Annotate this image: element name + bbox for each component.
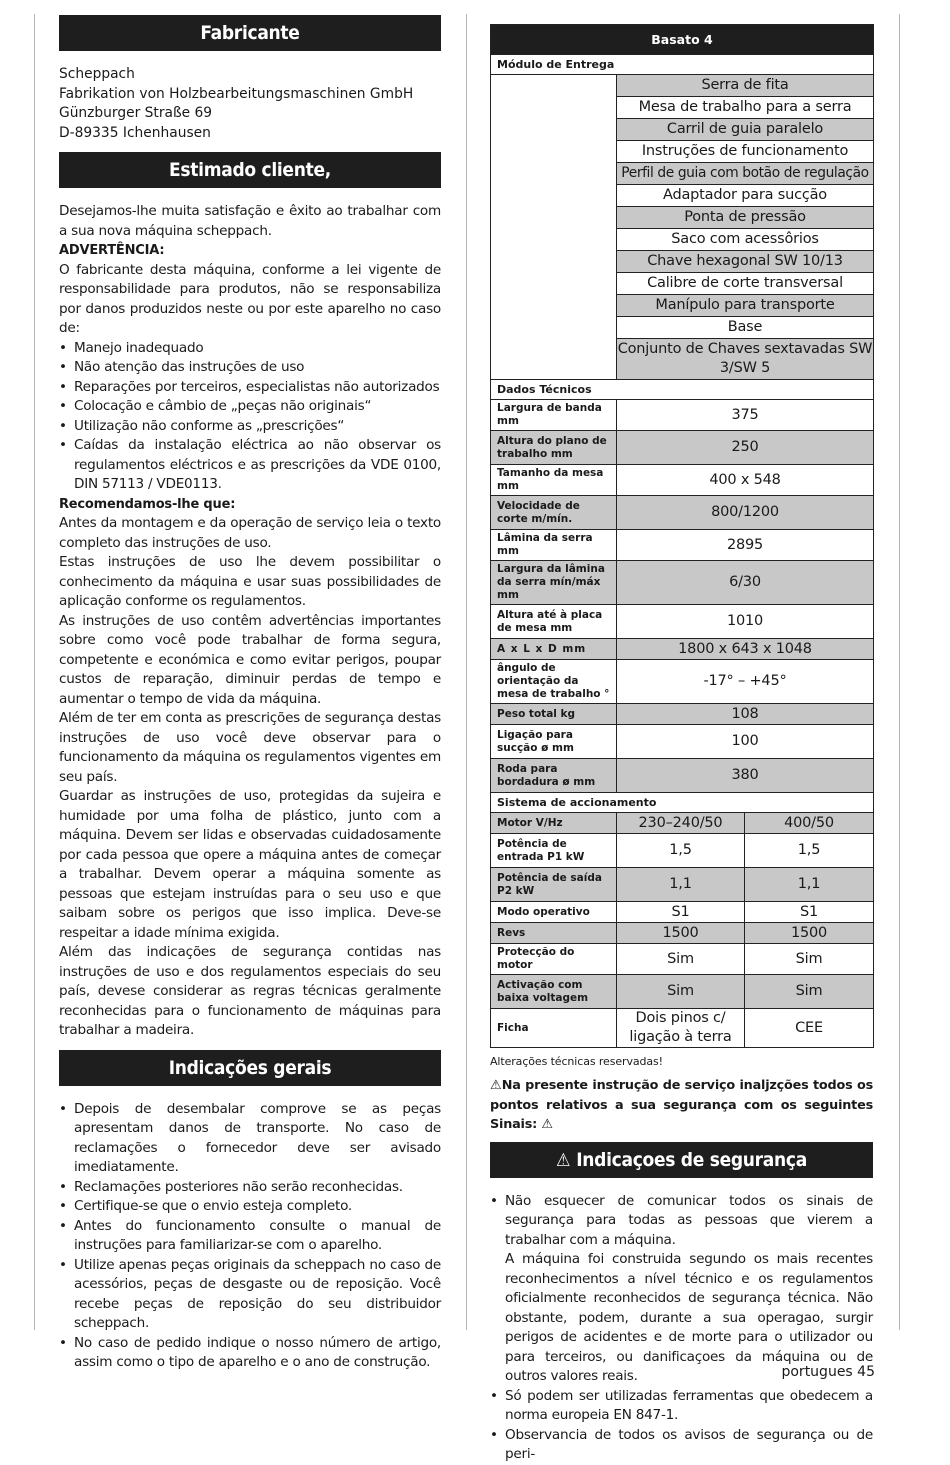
delivery-item: Manípulo para transporte	[617, 295, 874, 317]
body-paragraph: As instruções de uso contêm advertências importantes sobre como você pode trabalhar de forma segura, competente e económica e como evitar perigos, poupar custos de reparação, diminuir perdas de tempo e aumentar o tempo de vida da máquina.	[59, 612, 441, 707]
delivery-item: Mesa de trabalho para a serra	[617, 97, 874, 119]
list-item: • Manejo inadequado	[59, 339, 441, 359]
safety-signal-paragraph	[490, 1076, 873, 1135]
spec-value: 1,5	[745, 834, 874, 868]
delivery-item: Calibre de corte transversal	[617, 273, 874, 295]
page-footer: portugues 45	[781, 1364, 875, 1380]
list-item: • Antes do funcionamento consulte o manual de instruções para familiarizar-se com o aparelho.	[59, 1217, 441, 1256]
address-line: Günzburger Straße 69	[59, 105, 213, 121]
address-line: Scheppach	[59, 66, 135, 82]
spec-label: Tamanho da mesa mm	[491, 465, 617, 496]
spec-value: CEE	[745, 1009, 874, 1048]
delivery-item: Chave hexagonal SW 10/13	[617, 251, 874, 273]
warning-triangle-icon: ⚠	[541, 1117, 553, 1132]
spec-value: 1500	[745, 923, 874, 944]
body-paragraph: Antes da montagem e da operação de serviço leia o texto completo das instruções de uso.	[59, 515, 441, 551]
table-title: Basato 4	[491, 25, 874, 55]
advertencia-list	[59, 339, 441, 495]
spec-value: 1,1	[745, 868, 874, 902]
address-line: Fabrikation von Holzbearbeitungsmaschinen GmbH	[59, 85, 414, 102]
heading-estimado-cliente: Estimado cliente,	[59, 152, 441, 188]
spec-label: Peso total kg	[491, 704, 617, 725]
list-item: • No caso de pedido indique o nosso número de artigo, assim como o tipo de aparelho e o ano de construção.	[59, 1334, 441, 1373]
spec-value: 100	[617, 725, 874, 759]
spec-label: Motor V/Hz	[491, 813, 617, 834]
spec-label: Ligação para sucção ø mm	[491, 725, 617, 759]
delivery-item: Perfil de guia com botão de regulação	[617, 163, 874, 185]
right-column	[490, 24, 873, 1465]
spec-value: 1,1	[617, 868, 745, 902]
spec-label: Roda para bordadura ø mm	[491, 759, 617, 793]
warning-triangle-icon: ⚠	[490, 1078, 502, 1093]
spec-label: A x L x D mm	[491, 639, 617, 660]
spec-label: Altura até à placa de mesa mm	[491, 605, 617, 639]
manufacturer-address	[59, 65, 441, 143]
delivery-item: Carril de guia paralelo	[617, 119, 874, 141]
technical-changes-note: Alterações técnicas reservadas!	[490, 1055, 663, 1068]
spec-value: Sim	[745, 975, 874, 1009]
spec-value: 400/50	[745, 813, 874, 834]
spec-label: Potência de entrada P1 kW	[491, 834, 617, 868]
list-item-text: Não esquecer de comunicar todos os sinais de segurança para todas as pessoas que vierem a trabalhar com a máquina.	[505, 1192, 873, 1248]
column-rule-middle	[466, 14, 467, 1330]
spec-label: Largura da lâmina da serra mín/máx mm	[491, 561, 617, 605]
column-rule-left	[34, 14, 35, 1330]
delivery-item: Conjunto de Chaves sextavadas SW 3/SW 5	[617, 339, 874, 380]
spec-label: Revs	[491, 923, 617, 944]
warning-triangle-icon: ⚠	[556, 1149, 571, 1171]
list-item: • Só podem ser utilizadas ferramentas que obedecem a norma europeia EN 847-1.	[490, 1387, 873, 1426]
spec-value: 800/1200	[617, 496, 874, 530]
delivery-item: Base	[617, 317, 874, 339]
advertencia-label: ADVERTÊNCIA:	[59, 243, 165, 258]
delivery-item: Adaptador para sucção	[617, 185, 874, 207]
spec-label: Lâmina da serra mm	[491, 530, 617, 561]
spec-value: 1500	[617, 923, 745, 944]
spec-value: S1	[745, 902, 874, 923]
spec-value: 1800 x 643 x 1048	[617, 639, 874, 660]
spec-value: 1,5	[617, 834, 745, 868]
list-item: • Utilização não conforme as „prescrições“	[59, 417, 441, 437]
left-column	[59, 15, 441, 1373]
spec-value: Dois pinos c/ ligação à terra	[617, 1009, 745, 1048]
spec-value: 2895	[617, 530, 874, 561]
list-item: • Colocação e câmbio de „peças não originais“	[59, 397, 441, 417]
spec-value: Sim	[617, 975, 745, 1009]
intro-paragraph: Desejamos-lhe muita satisfação e êxito ao trabalhar com a sua nova máquina scheppach.	[59, 203, 441, 239]
spec-label: Protecção do motor	[491, 944, 617, 975]
list-item: • Observancia de todos os avisos de segurança ou de peri-	[490, 1426, 873, 1465]
spec-table	[490, 24, 874, 1048]
list-item: • Reclamações posteriores não serão reconhecidas.	[59, 1178, 441, 1198]
list-item	[490, 1192, 873, 1387]
heading-text: Indicaçoes de segurança	[576, 1148, 807, 1171]
list-item: • Depois de desembalar comprove se as peças apresentam danos de transporte. No caso de reclamações o fornecedor deve ser avisado imediatamente.	[59, 1100, 441, 1178]
spec-value: 380	[617, 759, 874, 793]
spec-value: 6/30	[617, 561, 874, 605]
section-sistema-accionamento: Sistema de accionamento	[491, 793, 874, 813]
spec-value: S1	[617, 902, 745, 923]
column-rule-right	[899, 14, 900, 1330]
list-item-text: A máquina foi construida segundo os mais recentes reconhecimentos a nível técnico e os regulamentos oficialmente reconhecidos de segurança técnica. Não obstante, podem, durante a sua operagao, surgir perigos de acidentes e de morte para o utilizador ou para terceiros, ou danificaçoes da máquina ou de outros valores reais.	[505, 1251, 873, 1384]
indicacoes-list	[59, 1100, 441, 1373]
section-entrega: Módulo de Entrega	[491, 55, 874, 75]
body-paragraph: Além de ter em conta as prescrições de segurança destas instruções de uso você deve observar para o funcionamento da máquina os regulamentos vigentes em seu país.	[59, 710, 441, 785]
safety-signal-text: Na presente instrução de serviço inaljzções todos os pontos relativos a sua segurança com os seguintes Sinais:	[490, 1078, 873, 1132]
spec-label: Altura do plano de trabalho mm	[491, 431, 617, 465]
recomendamos-label: Recomendamos-lhe que:	[59, 496, 236, 512]
spec-value: 108	[617, 704, 874, 725]
spec-value: 1010	[617, 605, 874, 639]
blank-cell	[491, 75, 617, 380]
list-item: • Reparações por terceiros, especialistas não autorizados	[59, 378, 441, 398]
spec-label: Activação com baixa voltagem	[491, 975, 617, 1009]
spec-value: 250	[617, 431, 874, 465]
body-paragraph: Guardar as instruções de uso, protegidas da sujeira e humidade por uma folha de plástico, junto com a máquina. Devem ser lidas e observadas cuidadosamente por cada pessoa que opere a máquina antes de começar a trabalhar. Devem operar a máquina somente as pessoas que estejam instruídas para o seu uso e que saibam sobre os perigos que isso implica. Deve-se respeitar a idade mínima exigida.	[59, 788, 441, 941]
spec-label: Velocidade de corte m/mín.	[491, 496, 617, 530]
spec-value: 230–240/50	[617, 813, 745, 834]
spec-label: Potência de saída P2 kW	[491, 868, 617, 902]
delivery-item: Saco com acessôrios	[617, 229, 874, 251]
seguranca-list	[490, 1192, 873, 1465]
spec-value: Sim	[617, 944, 745, 975]
address-line: D-89335 Ichenhausen	[59, 124, 211, 141]
spec-value: -17° – +45°	[617, 660, 874, 704]
body-paragraph: Estas instruções de uso lhe devem possibilitar o conhecimento da máquina e usar suas possibilidades de aplicação conforme os regulamentos.	[59, 554, 441, 609]
spec-value: 375	[617, 400, 874, 431]
delivery-item: Serra de fita	[617, 75, 874, 97]
list-item: • Utilize apenas peças originais da scheppach no caso de acessórios, peças de desgaste ou de reposição. Você recebe peças de reposição do seu distribuidor scheppach.	[59, 1256, 441, 1334]
spec-value: 400 x 548	[617, 465, 874, 496]
heading-fabricante: Fabricante	[59, 15, 441, 51]
section-dados-tecnicos: Dados Técnicos	[491, 380, 874, 400]
list-item: • Não atenção das instruções de uso	[59, 358, 441, 378]
spec-label: ângulo de orientação da mesa de trabalho °	[491, 660, 617, 704]
list-item: • Caídas da instalação eléctrica ao não observar os regulamentos eléctricos e as prescrições da VDE 0100, DIN 57113 / VDE0113.	[59, 436, 441, 495]
spec-label: Ficha	[491, 1009, 617, 1048]
spec-label: Modo operativo	[491, 902, 617, 923]
advertencia-paragraph: O fabricante desta máquina, conforme a lei vigente de responsabilidade para produtos, não se responsabiliza por danos produzidos neste ou por este aparelho no caso de:	[59, 261, 441, 336]
body-paragraph: Além das indicações de segurança contidas nas instruções de uso e dos regulamentos especiais do seu país, devese considerar as regras técnicas geralmente reconhecidas para o funcionamento de máquinas para trabalhar a madeira.	[59, 944, 441, 1038]
spec-value: Sim	[745, 944, 874, 975]
list-item: • Certifique-se que o envio esteja completo.	[59, 1197, 441, 1217]
spec-label: Largura de banda mm	[491, 400, 617, 431]
heading-indicacoes-seguranca	[490, 1142, 873, 1178]
delivery-item: Instruções de funcionamento	[617, 141, 874, 163]
heading-indicacoes-gerais: Indicações gerais	[59, 1050, 441, 1086]
delivery-item: Ponta de pressão	[617, 207, 874, 229]
